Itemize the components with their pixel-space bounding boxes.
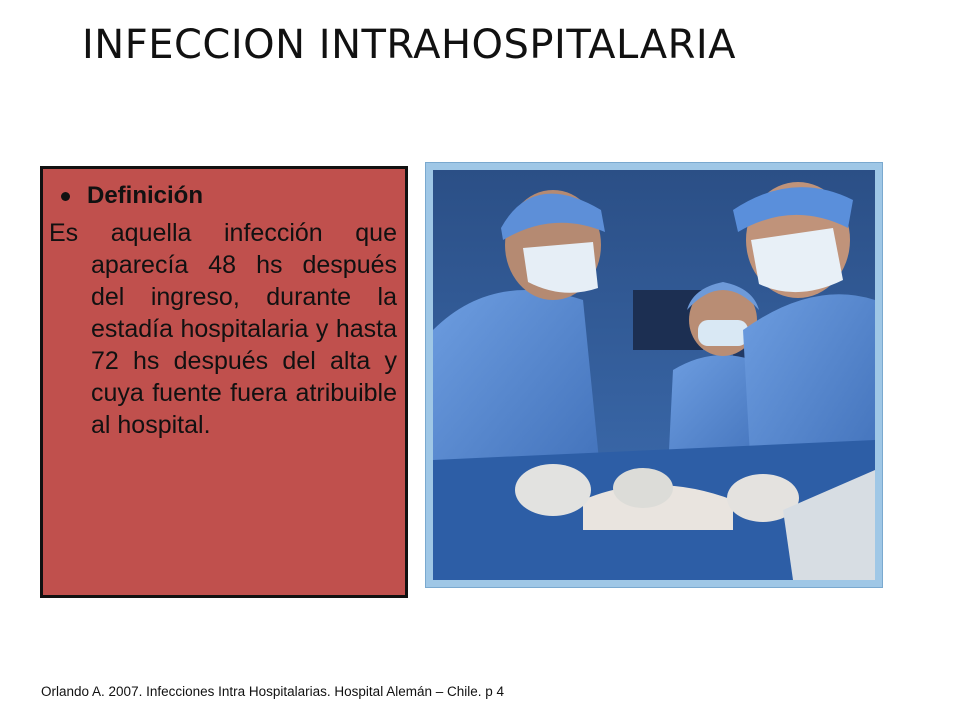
definition-box bbox=[40, 166, 408, 598]
definition-bullet bbox=[43, 181, 397, 211]
definition-text: Es aquella infección que aparecía 48 hs después del ingreso, durante la estadía hospitalaria y hasta 72 hs después del alta y cuya fuente fuera atribuible al hospital. bbox=[49, 219, 397, 439]
definition-heading: Definición bbox=[87, 182, 204, 209]
citation: Orlando A. 2007. Infecciones Intra Hospitalarias. Hospital Alemán – Chile. p 4 bbox=[41, 684, 505, 699]
surgeons-photo-icon bbox=[433, 170, 875, 580]
bullet-icon bbox=[61, 192, 70, 201]
slide-title: INFECCION INTRAHOSPITALARIA bbox=[82, 22, 737, 68]
surgeons-photo bbox=[426, 163, 882, 587]
